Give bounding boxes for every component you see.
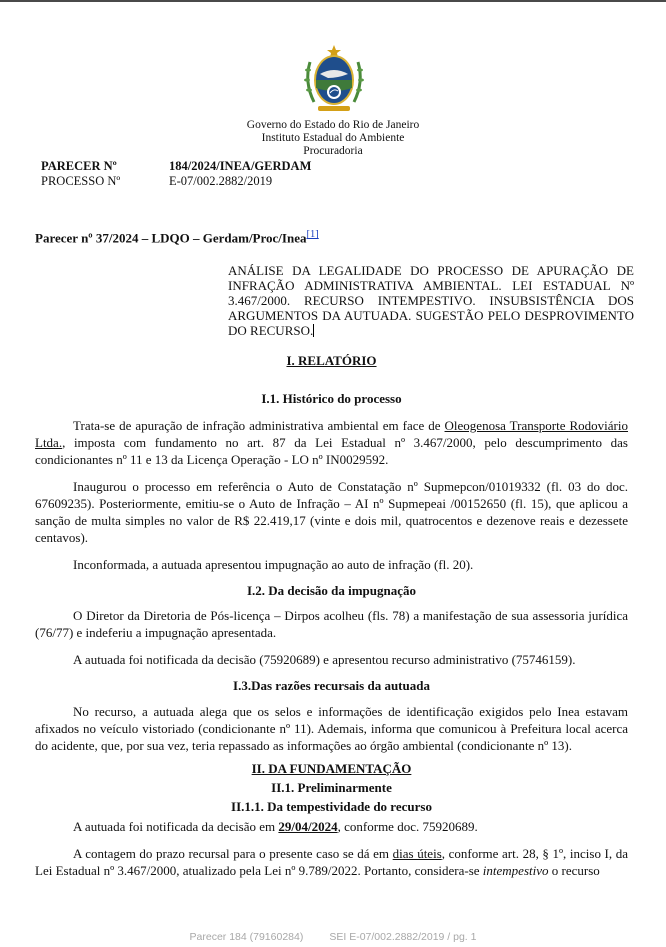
footer-process-page: SEI E-07/002.2882/2019 / pg. 1 bbox=[329, 931, 477, 943]
header-line-institute: Instituto Estadual do Ambiente bbox=[261, 132, 405, 144]
paragraph-2: Inaugurou o processo em referência o Auto de Constatação nº Supmepcon/01019332 (fl. 03 do doc. 67609235). Posteriormente, emitiu-se o Auto de Infração – AI nº Supmepeai /00152650 (fl. 15), que aplicou a sanção de multa simples no valor de R$ 22.419,17 (vinte e dois mil, quatrocentos e dezenove reais e dezessete centavos). bbox=[35, 479, 628, 545]
ementa-text: ANÁLISE DA LEGALIDADE DO PROCESSO DE APURAÇÃO DE INFRAÇÃO ADMINISTRATIVA AMBIENTAL. LEI ESTADUAL Nº 3.467/2000. RECURSO INTEMPESTIVO. INSUBSISTÊNCIA DOS ARGUMENTOS DA AUTUADA. SUGESTÃO PELO DESPROVIMENTO DO RECURSO. bbox=[228, 263, 634, 338]
ementa bbox=[228, 263, 634, 338]
footer-document-id: Parecer 184 (79160284) bbox=[189, 931, 304, 943]
company-name: Oleogenosa Transporte Rodoviário Ltda. bbox=[35, 418, 629, 450]
p7-text-b: , conforme doc. 75920689. bbox=[337, 819, 478, 834]
parecer-label: PARECER Nº bbox=[41, 159, 117, 173]
subsection-heading-preliminar: II.1. Preliminarmente bbox=[271, 780, 392, 795]
p7-text-a: A autuada foi notificada da decisão em bbox=[73, 819, 279, 834]
title-text: Parecer nº 37/2024 – LDQO – Gerdam/Proc/Inea bbox=[35, 230, 307, 246]
intempestivo-term: intempestivo bbox=[482, 863, 549, 878]
header-line-government: Governo do Estado do Rio de Janeiro bbox=[246, 119, 420, 131]
institution-header bbox=[0, 119, 666, 158]
paragraph-8 bbox=[35, 845, 628, 879]
paragraph-7 bbox=[35, 818, 628, 835]
business-days: dias úteis bbox=[392, 846, 442, 861]
processo-value: E-07/002.2882/2019 bbox=[169, 174, 273, 188]
paragraph-1 bbox=[35, 417, 628, 468]
coat-of-arms-icon bbox=[298, 44, 370, 116]
text-cursor bbox=[313, 324, 314, 337]
paragraph-5: A autuada foi notificada da decisão (75920689) e apresentou recurso administrativo (75746159). bbox=[73, 652, 576, 667]
section-heading-fundamentacao: II. DA FUNDAMENTAÇÃO bbox=[251, 761, 412, 776]
header-line-department: Procuradoria bbox=[303, 145, 363, 157]
notification-date: 29/04/2024 bbox=[278, 819, 338, 834]
footnote-link[interactable]: [1] bbox=[306, 229, 319, 240]
subsection-heading-historico: I.1. Histórico do processo bbox=[261, 391, 402, 406]
p8-text-c: o recurso bbox=[548, 863, 600, 878]
p1-text-a: Trata-se de apuração de infração administrativa ambiental em face de bbox=[73, 418, 445, 433]
p8-text-a: A contagem do prazo recursal para o presente caso se dá em bbox=[73, 846, 393, 861]
processo-label: PROCESSO Nº bbox=[41, 174, 121, 188]
p8-text-b: , conforme art. 28, § 1º, inciso I, da Lei Estadual nº 3.467/2000, atualizado pela Lei nº 9.789/2022. Portanto, considera-se bbox=[35, 846, 628, 878]
paragraph-6: No recurso, a autuada alega que os selos e informações de identificação exigidos pelo Inea estavam afixados no veículo vistoriado (condicionante nº 11). Ademais, informa que comunicou à Prefeitura local acerca do acidente, que, por sua vez, teria repassado as informações ao órgão ambiental (condicionante nº 13). bbox=[35, 704, 628, 753]
subsection-heading-decisao: I.2. Da decisão da impugnação bbox=[246, 583, 417, 598]
paragraph-3: Inconformada, a autuada apresentou impugnação ao auto de infração (fl. 20). bbox=[73, 557, 474, 572]
paragraph-4: O Diretor da Diretoria de Pós-licença – Dirpos acolheu (fls. 78) a manifestação de sua assessoria jurídica (76/77) e indeferiu a impugnação apresentada. bbox=[35, 608, 628, 640]
subsection-heading-razoes: I.3.Das razões recursais da autuada bbox=[233, 678, 430, 693]
document-body bbox=[35, 352, 628, 879]
document-title bbox=[35, 228, 319, 246]
p1-text-b: , imposta com fundamento no art. 87 da Lei Estadual nº 3.467/2000, pelo descumprimento das condicionantes nº 11 e 13 da Licença Operação - LO nº IN0029592. bbox=[35, 435, 628, 467]
section-heading-relatorio: I. RELATÓRIO bbox=[286, 353, 377, 368]
subsection-heading-tempestividade: II.1.1. Da tempestividade do recurso bbox=[231, 799, 432, 814]
parecer-value: 184/2024/INEA/GERDAM bbox=[169, 159, 312, 173]
document-meta bbox=[41, 159, 311, 189]
page-footer bbox=[0, 931, 666, 943]
